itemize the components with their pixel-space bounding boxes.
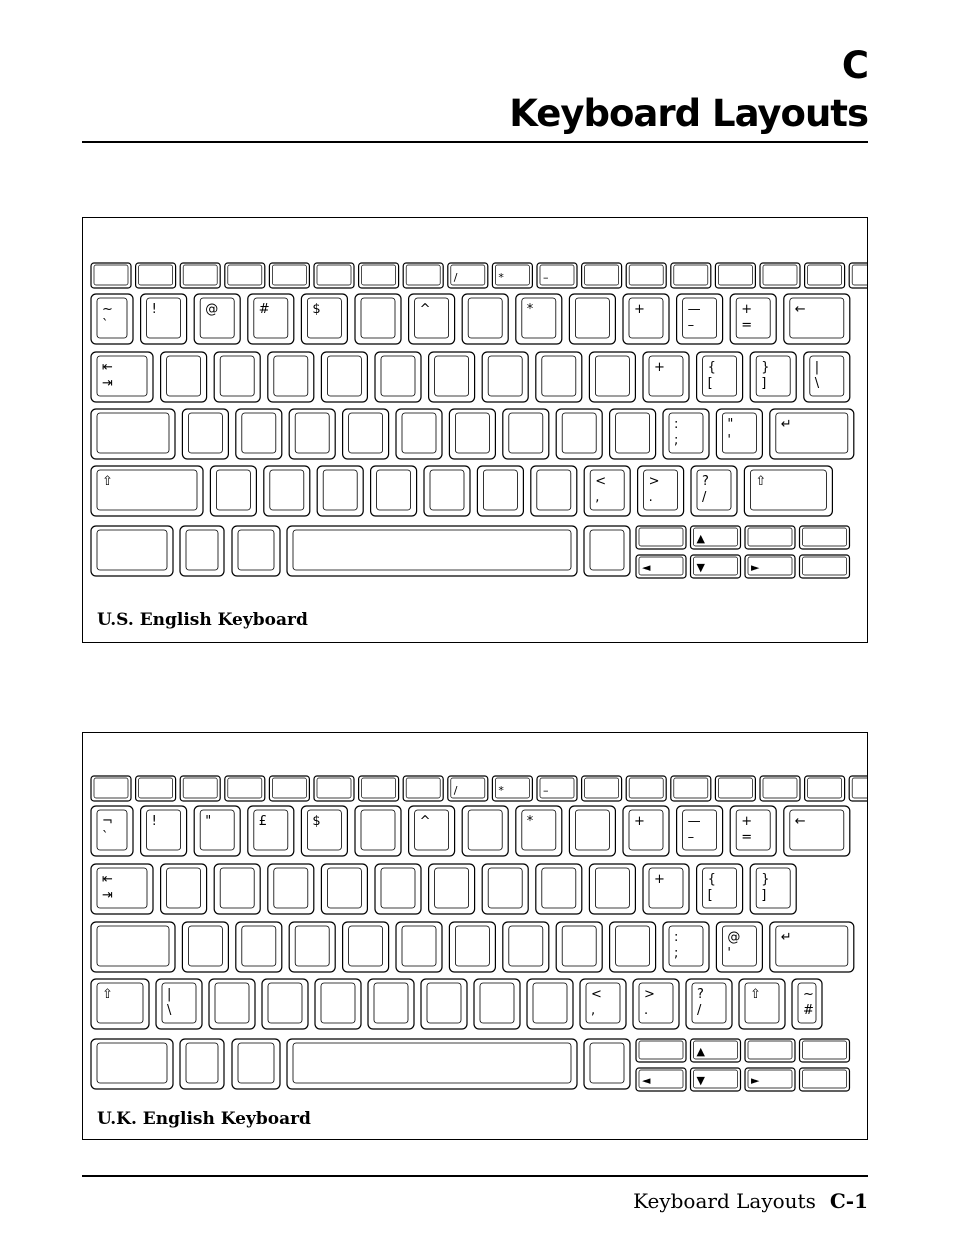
us-number-row-key-1 [141, 294, 187, 344]
uk-shift-row-key-11 [686, 979, 732, 1029]
us-cursor-bottom-3 [800, 555, 850, 578]
uk-home-row-key-3 [289, 922, 335, 972]
us-fn-key-1 [136, 263, 176, 288]
us-tab-row-key-13-legend-top: | [814, 360, 820, 375]
uk-number-row-key-2 [194, 806, 240, 856]
us-tab-row-key-3 [268, 352, 314, 402]
uk-number-row-key-8-legend-top: * [526, 814, 534, 829]
us-home-row-key-12-legend-top: ↵ [780, 417, 792, 432]
us-number-row-key-12-legend-top: + [741, 302, 753, 317]
us-number-row-key-11-legend-top: — [687, 302, 701, 317]
uk-number-row-key-0-legend-bottom: ` [102, 830, 109, 845]
uk-number-row-key-2-legend-top: " [205, 814, 212, 829]
us-home-row-key-11-legend-bottom: ' [727, 433, 731, 448]
uk-number-row-key-3-legend-top: £ [258, 814, 268, 829]
us-shift-row-key-9-legend-top: > [648, 474, 660, 489]
uk-shift-row-key-9-legend-bottom: , [591, 1003, 596, 1018]
us-shift-row-key-7 [531, 466, 577, 516]
uk-bottom-right-key [584, 1039, 630, 1089]
us-tab-row-key-6 [429, 352, 475, 402]
uk-number-row-key-6 [409, 806, 455, 856]
uk-tab-row-key-11 [697, 864, 743, 914]
uk-home-row-key-11-legend-top: @ [727, 930, 741, 945]
us-number-row-key-1-legend-top: ! [151, 302, 157, 317]
uk-fn-key-12 [626, 776, 666, 801]
us-cursor-bottom-1-legend: ▼ [696, 561, 705, 574]
uk-tab-row-key-1 [161, 864, 207, 914]
uk-home-row-key-0 [91, 922, 175, 972]
us-number-row-key-12-legend-bottom: = [741, 318, 753, 333]
uk-shift-row-key-9 [580, 979, 626, 1029]
us-fn-key-8-legend: / [453, 271, 458, 284]
uk-tab-row-key-12-legend-bottom: ] [761, 888, 767, 903]
uk-tab-row-key-11-legend-top: { [707, 872, 716, 887]
us-number-row-key-10-legend-top: + [634, 302, 645, 317]
us-home-row-key-2 [236, 409, 282, 459]
page-footer [633, 1189, 868, 1213]
uk-shift-row-key-3 [262, 979, 308, 1029]
uk-shift-row-key-5 [368, 979, 414, 1029]
uk-number-row-key-7 [462, 806, 508, 856]
us-bottom-key-2 [232, 526, 280, 576]
us-tab-row-key-0-legend-top: ⇤ [102, 360, 113, 375]
us-cursor-bottom-0-legend: ◄ [642, 561, 651, 574]
us-tab-row-key-13 [804, 352, 850, 402]
uk-home-row-key-12-legend-top: ↵ [780, 930, 792, 945]
uk-tab-row-key-5 [375, 864, 421, 914]
us-cursor-top-2 [745, 526, 795, 549]
us-home-row-key-5 [396, 409, 442, 459]
uk-shift-row-key-10 [633, 979, 679, 1029]
uk-shift-row-key-10-legend-top: > [644, 987, 655, 1002]
uk-shift-row-key-13-legend-bottom: # [803, 1003, 814, 1018]
us-number-row-key-6 [409, 294, 455, 344]
us-shift-row-key-10 [691, 466, 737, 516]
uk-fn-key-6 [359, 776, 399, 801]
us-fn-key-15 [760, 263, 800, 288]
uk-tab-row-key-12-legend-top: } [761, 872, 770, 887]
us-fn-key-9-legend: * [498, 271, 504, 284]
us-number-row-key-13-legend-top: ← [794, 302, 806, 317]
us-fn-key-13 [671, 263, 711, 288]
us-keyboard-diagram [83, 218, 867, 642]
us-home-row-key-11-legend-top: " [727, 417, 734, 432]
uk-home-row-key-11-legend-bottom: ' [727, 946, 731, 961]
us-tab-row-key-8 [536, 352, 582, 402]
us-home-row-key-4 [343, 409, 389, 459]
us-cursor-top-3 [800, 526, 850, 549]
uk-tab-row-key-3 [268, 864, 314, 914]
us-home-row-key-6 [449, 409, 495, 459]
footer-rule [82, 1175, 868, 1177]
us-number-row-key-3 [248, 294, 294, 344]
us-tab-row-key-9 [589, 352, 635, 402]
uk-number-row-key-13-legend-top: ← [794, 814, 806, 829]
uk-fn-key-2 [180, 776, 220, 801]
uk-shift-row-key-7 [474, 979, 520, 1029]
us-home-row-key-1 [182, 409, 228, 459]
us-number-row-key-2-legend-top: @ [205, 302, 219, 317]
us-fn-key-16 [805, 263, 845, 288]
us-home-row-key-3 [289, 409, 335, 459]
us-cursor-top-0 [636, 526, 686, 549]
us-tab-row-key-11-legend-bottom: [ [707, 376, 713, 391]
uk-cursor-top-2 [745, 1039, 795, 1062]
uk-shift-row-key-2 [209, 979, 255, 1029]
us-shift-row-key-8 [584, 466, 630, 516]
uk-tab-row-key-9 [589, 864, 635, 914]
us-keyboard-caption: U.S. English Keyboard [97, 610, 308, 630]
uk-home-row-key-5 [396, 922, 442, 972]
uk-shift-row-key-11-legend-top: ? [697, 987, 704, 1002]
uk-tab-row-key-2 [214, 864, 260, 914]
uk-cursor-bottom-0-legend: ◄ [642, 1074, 651, 1087]
uk-number-row-key-6-legend-top: ^ [419, 814, 431, 829]
us-shift-row-key-8-legend-bottom: , [595, 490, 600, 505]
us-home-row-key-10-legend-bottom: ; [674, 433, 679, 448]
uk-number-row-key-0-legend-top: ¬ [102, 814, 113, 829]
us-fn-key-10-legend: – [543, 271, 549, 284]
us-number-row-key-12 [730, 294, 776, 344]
uk-fn-key-13 [671, 776, 711, 801]
uk-number-row-key-10 [623, 806, 669, 856]
uk-tab-row-key-7 [482, 864, 528, 914]
us-fn-key-4 [269, 263, 309, 288]
us-tab-row-key-0 [91, 352, 153, 402]
uk-home-row-key-10-legend-top: : [674, 930, 679, 945]
uk-tab-row-key-6 [429, 864, 475, 914]
uk-home-row-key-1 [182, 922, 228, 972]
us-shift-row-key-11-legend-top: ⇧ [755, 474, 767, 489]
uk-number-row-key-9 [569, 806, 615, 856]
header-rule [82, 141, 868, 143]
us-number-row-key-4 [301, 294, 347, 344]
uk-tab-row-key-10 [643, 864, 689, 914]
chapter-letter: C [841, 44, 868, 87]
us-shift-row-key-2 [264, 466, 310, 516]
us-bottom-right-key [584, 526, 630, 576]
uk-tab-row-key-0 [91, 864, 153, 914]
us-home-row-key-10 [663, 409, 709, 459]
us-tab-row-key-1 [161, 352, 207, 402]
us-number-row-key-8-legend-top: * [526, 302, 534, 317]
us-number-row-key-11-legend-bottom: – [687, 318, 695, 333]
uk-space-bar [287, 1039, 577, 1089]
uk-fn-key-3 [225, 776, 265, 801]
uk-home-row-key-10-legend-bottom: ; [674, 946, 679, 961]
us-number-row-key-8 [516, 294, 562, 344]
uk-fn-key-4 [269, 776, 309, 801]
us-keyboard-figure [82, 217, 868, 643]
us-number-row-key-0-legend-top: ~ [102, 302, 113, 317]
uk-shift-row-key-13-legend-top: ~ [803, 987, 814, 1002]
us-number-row-key-0-legend-bottom: ` [102, 318, 109, 333]
uk-number-row-key-1 [141, 806, 187, 856]
uk-tab-row-key-10-legend-top: + [654, 872, 665, 887]
uk-fn-key-7 [403, 776, 443, 801]
uk-fn-key-15 [760, 776, 800, 801]
us-number-row-key-6-legend-top: ^ [419, 302, 431, 317]
us-shift-row-key-10-legend-bottom: / [702, 490, 707, 505]
us-tab-row-key-5 [375, 352, 421, 402]
uk-fn-key-5 [314, 776, 354, 801]
uk-shift-row-key-12-legend-top: ⇧ [750, 987, 761, 1002]
us-shift-row-key-5 [424, 466, 470, 516]
us-number-row-key-13 [784, 294, 850, 344]
uk-number-row-key-5 [355, 806, 401, 856]
us-space-bar [287, 526, 577, 576]
us-home-row-key-7 [503, 409, 549, 459]
uk-home-row-key-9 [610, 922, 656, 972]
us-tab-row-key-12-legend-top: } [761, 360, 770, 375]
chapter-title: Keyboard Layouts [509, 92, 868, 135]
uk-home-row-key-4 [343, 922, 389, 972]
uk-shift-row-key-6 [421, 979, 467, 1029]
page-number: C-1 [829, 1189, 868, 1213]
uk-number-row-key-13 [784, 806, 850, 856]
us-home-row-key-0 [91, 409, 175, 459]
us-tab-row-key-11-legend-top: { [707, 360, 716, 375]
us-number-row-key-4-legend-top: $ [312, 302, 321, 317]
us-shift-row-key-4 [371, 466, 417, 516]
us-shift-row-key-9 [638, 466, 684, 516]
uk-home-row-key-7 [503, 922, 549, 972]
uk-cursor-bottom-3 [800, 1068, 850, 1091]
uk-home-row-key-10 [663, 922, 709, 972]
us-number-row-key-9 [569, 294, 615, 344]
us-fn-key-12 [626, 263, 666, 288]
uk-keyboard-diagram [83, 733, 867, 1139]
uk-fn-key-11 [582, 776, 622, 801]
uk-number-row-key-8 [516, 806, 562, 856]
us-fn-key-11 [582, 263, 622, 288]
us-tab-row-key-12-legend-bottom: ] [761, 376, 767, 391]
uk-shift-row-key-10-legend-bottom: . [644, 1003, 649, 1018]
uk-tab-row-key-8 [536, 864, 582, 914]
us-tab-row-key-4 [321, 352, 367, 402]
uk-fn-key-9-legend: * [498, 784, 504, 797]
us-number-row-key-7 [462, 294, 508, 344]
uk-tab-row-key-4 [321, 864, 367, 914]
us-fn-key-3 [225, 263, 265, 288]
uk-bottom-left-key [91, 1039, 173, 1089]
us-fn-key-2 [180, 263, 220, 288]
uk-cursor-top-3 [800, 1039, 850, 1062]
uk-number-row-key-11-legend-bottom: – [687, 830, 695, 845]
us-shift-row-key-8-legend-top: < [595, 474, 607, 489]
us-shift-row-key-0-legend-top: ⇧ [102, 474, 113, 489]
us-fn-key-5 [314, 263, 354, 288]
us-number-row-key-5 [355, 294, 401, 344]
us-shift-row-key-3 [317, 466, 363, 516]
us-home-row-key-11 [716, 409, 762, 459]
us-number-row-key-10 [623, 294, 669, 344]
us-home-row-key-8 [556, 409, 602, 459]
us-cursor-bottom-2-legend: ► [751, 561, 760, 574]
us-fn-key-7 [403, 263, 443, 288]
us-shift-row-key-9-legend-bottom: . [648, 490, 653, 505]
uk-shift-row-key-4 [315, 979, 361, 1029]
uk-shift-row-key-8 [527, 979, 573, 1029]
uk-tab-row-key-0-legend-top: ⇤ [102, 872, 113, 887]
us-shift-row-key-1 [210, 466, 256, 516]
us-home-row-key-10-legend-top: : [674, 417, 679, 432]
us-tab-row-key-0-legend-bottom: ⇥ [102, 376, 113, 391]
uk-number-row-key-11-legend-top: — [687, 814, 701, 829]
us-tab-row-key-7 [482, 352, 528, 402]
us-tab-row-key-12 [750, 352, 796, 402]
uk-shift-row-key-9-legend-top: < [591, 987, 602, 1002]
uk-fn-key-16 [805, 776, 845, 801]
us-cursor-top-1-legend: ▲ [696, 532, 705, 545]
footer-section-title: Keyboard Layouts [633, 1189, 816, 1213]
uk-shift-row-key-0 [91, 979, 149, 1029]
uk-number-row-key-12-legend-bottom: = [741, 830, 753, 845]
us-shift-row-key-6 [477, 466, 523, 516]
uk-home-row-key-2 [236, 922, 282, 972]
uk-home-row-key-8 [556, 922, 602, 972]
us-tab-row-key-11 [697, 352, 743, 402]
uk-number-row-key-4-legend-top: $ [312, 814, 321, 829]
uk-shift-row-key-1-legend-top: | [167, 987, 172, 1002]
uk-number-row-key-3 [248, 806, 294, 856]
uk-number-row-key-10-legend-top: + [634, 814, 645, 829]
uk-keyboard-figure [82, 732, 868, 1140]
uk-shift-row-key-11-legend-bottom: / [697, 1003, 702, 1018]
uk-number-row-key-4 [301, 806, 347, 856]
uk-shift-row-key-1 [156, 979, 202, 1029]
uk-shift-row-key-1-legend-bottom: \ [167, 1003, 172, 1018]
us-number-row-key-3-legend-top: # [258, 302, 270, 317]
uk-fn-key-8-legend: / [453, 784, 458, 797]
uk-cursor-top-1-legend: ▲ [696, 1045, 705, 1058]
uk-fn-key-1 [136, 776, 176, 801]
uk-tab-row-key-11-legend-bottom: [ [707, 888, 713, 903]
us-fn-key-14 [715, 263, 755, 288]
uk-tab-row-key-0-legend-bottom: ⇥ [102, 888, 113, 903]
uk-fn-key-14 [715, 776, 755, 801]
uk-shift-row-key-0-legend-top: ⇧ [102, 987, 113, 1002]
uk-number-row-key-1-legend-top: ! [151, 814, 157, 829]
us-fn-key-0 [91, 263, 131, 288]
us-tab-row-key-13-legend-bottom: \ [814, 376, 820, 391]
uk-number-row-key-12 [730, 806, 776, 856]
uk-cursor-top-0 [636, 1039, 686, 1062]
uk-shift-row-key-12 [739, 979, 785, 1029]
us-tab-row-key-10 [643, 352, 689, 402]
us-bottom-left-key [91, 526, 173, 576]
us-home-row-key-9 [610, 409, 656, 459]
us-fn-key-6 [359, 263, 399, 288]
us-tab-row-key-2 [214, 352, 260, 402]
uk-cursor-bottom-1-legend: ▼ [696, 1074, 705, 1087]
uk-tab-row-key-12 [750, 864, 796, 914]
us-tab-row-key-10-legend-top: + [654, 360, 665, 375]
uk-cursor-bottom-2-legend: ► [751, 1074, 760, 1087]
uk-fn-key-0 [91, 776, 131, 801]
uk-number-row-key-12-legend-top: + [741, 814, 753, 829]
uk-keyboard-caption: U.K. English Keyboard [97, 1109, 311, 1129]
uk-home-row-key-6 [449, 922, 495, 972]
uk-bottom-key-2 [232, 1039, 280, 1089]
us-shift-row-key-10-legend-top: ? [702, 474, 709, 489]
uk-fn-key-10-legend: – [543, 784, 549, 797]
